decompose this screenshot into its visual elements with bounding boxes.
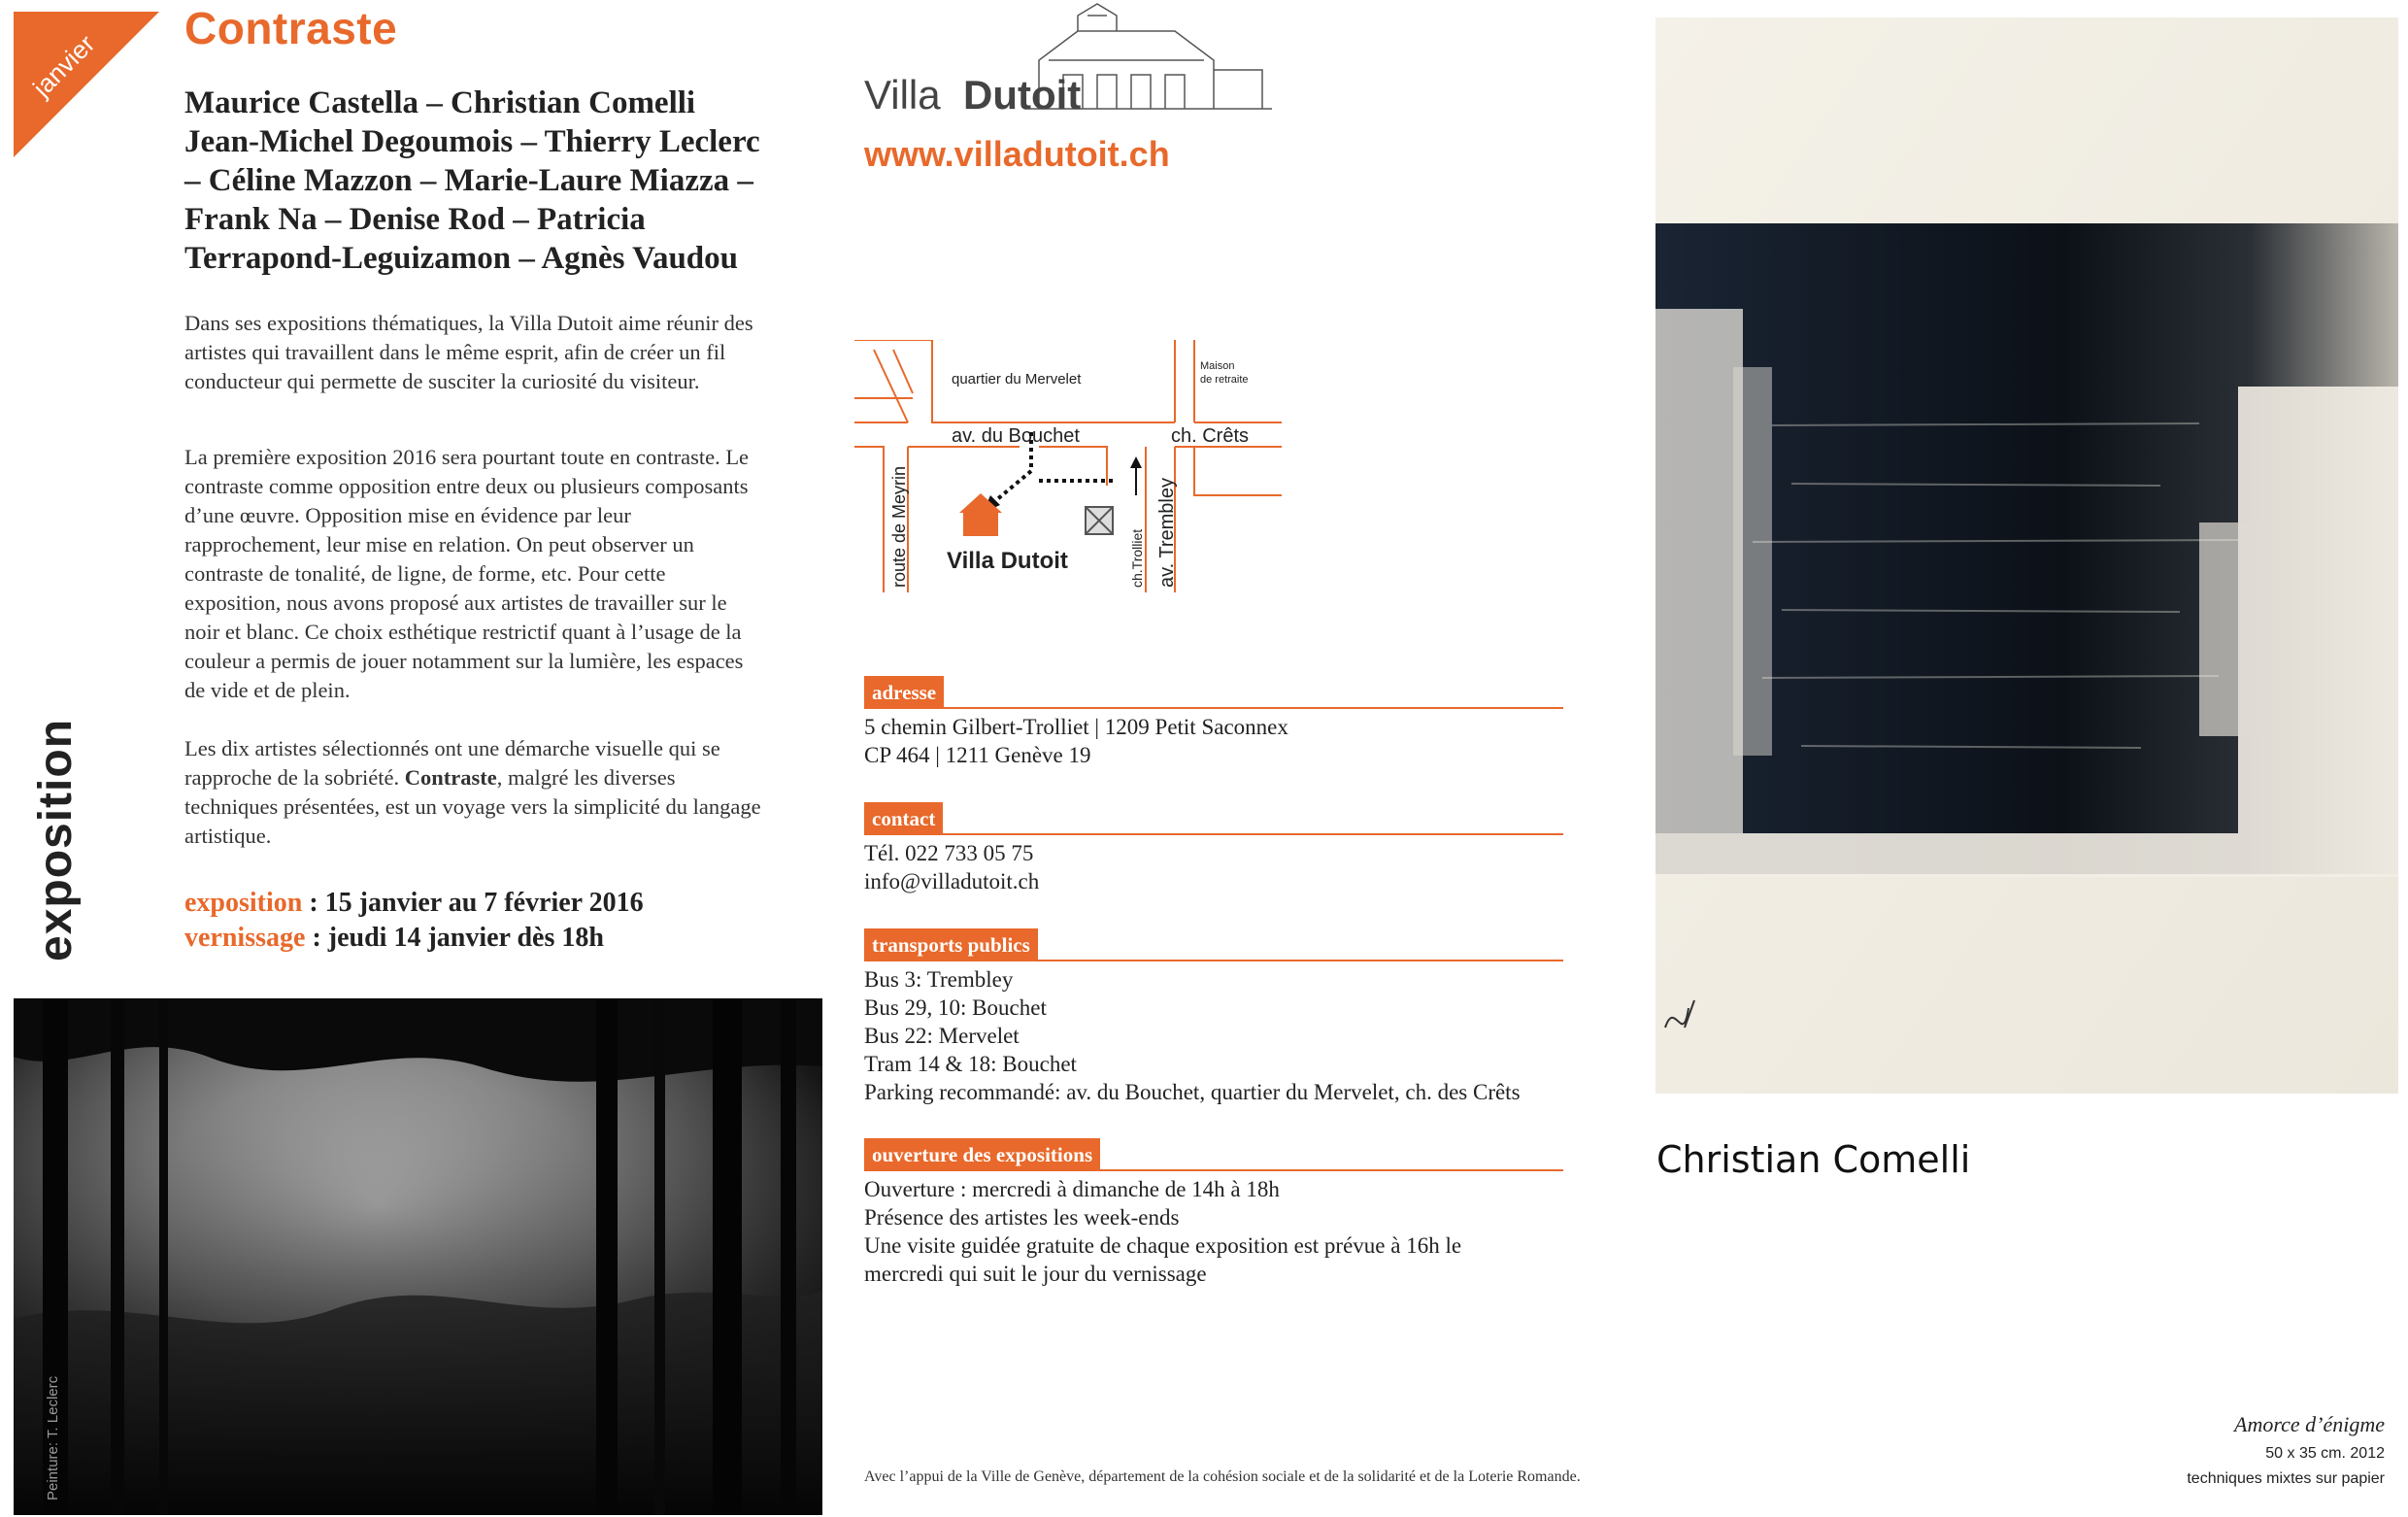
bus-stop-icon xyxy=(1086,507,1113,534)
section-divider xyxy=(864,707,1563,709)
villa-dutoit-logo xyxy=(854,2,1321,128)
section-adresse-body xyxy=(864,713,1583,769)
artwork-title: Amorce d’énigme xyxy=(2234,1412,2385,1436)
section-ouverture-header: ouverture des expositions xyxy=(864,1138,1100,1171)
phone-number: Tél. 022 733 05 75 xyxy=(864,841,1034,865)
section-divider xyxy=(864,960,1563,961)
description-paragraph: La première exposition 2016 sera pourtant toute en contraste. Le contraste comme opposition entre deux ou plusieurs composants d’une œuvre. Opposition mise en évidence par leur rapprochement, leur mise en relation. On peut observer un contraste de tonalité, de ligne, de forme, etc. Pour cette exposition, nous avons proposé aux artistes de travailler sur le noir et blanc. Ce choix esthétique restrictif quant à l’usage de la couleur a permis de jouer notamment sur la lumière, les espaces de vide et de plein. xyxy=(184,445,750,702)
section-transports-body xyxy=(864,965,1583,1106)
artist-name: Christian Comelli xyxy=(1656,1138,1971,1181)
hours-line: mercredi qui suit le jour du vernissage xyxy=(864,1262,1207,1286)
map-label-quartier: quartier du Mervelet xyxy=(952,371,1082,388)
vernissage-label: vernissage xyxy=(184,923,306,953)
section-adresse-header: adresse xyxy=(864,676,944,709)
artwork-dimensions: 50 x 35 cm. 2012 xyxy=(2265,1445,2385,1462)
transport-line: Bus 29, 10: Bouchet xyxy=(864,995,1047,1020)
exposition-date-range: : 15 janvier au 7 février 2016 xyxy=(302,888,644,918)
month-label: janvier xyxy=(26,28,101,103)
section-contact-body xyxy=(864,839,1583,895)
conclusion-text-end: , malgré les diverses techniques présentées, est un voyage vers la simplicité du langage artistique. xyxy=(184,765,761,848)
section-vertical-label: exposition xyxy=(30,718,82,961)
sponsor-note: Avec l’appui de la Ville de Genève, département de la cohésion sociale et de la solidarité et de la Loterie Romande. xyxy=(864,1468,1581,1485)
intro-paragraph: Dans ses expositions thématiques, la Villa Dutoit aime réunir des artistes qui travaillent dans le même esprit, afin de créer un fil conducteur qui permette de susciter la curiosité du visiteur. xyxy=(184,311,753,393)
transport-line: Bus 22: Mervelet xyxy=(864,1024,1020,1048)
villa-name-light: Villa xyxy=(864,72,941,118)
transport-line: Tram 14 & 18: Bouchet xyxy=(864,1052,1077,1076)
artist-list: Maurice Castella – Christian Comelli Jean-Michel Degoumois – Thierry Leclerc – Céline Mazzon – Marie-Laure Miazza –Frank Na – Denise Rod – Patricia Terrapond-Leguizamon – Agnès Vaudou xyxy=(184,85,760,276)
map-label-bouchet: av. du Bouchet xyxy=(952,425,1080,447)
exhibition-title: Contraste xyxy=(184,3,398,53)
vernissage-date: : jeudi 14 janvier dès 18h xyxy=(305,923,604,953)
artwork-image xyxy=(1656,17,2398,1094)
conclusion-emphasis: Contraste xyxy=(404,765,497,790)
transport-line: Parking recommandé: av. du Bouchet, quartier du Mervelet, ch. des Crêts xyxy=(864,1080,1521,1104)
map-label-retraite: de retraite xyxy=(1200,374,1249,386)
section-divider xyxy=(864,1169,1563,1171)
vernissage-dates xyxy=(184,923,604,954)
address-line: CP 464 | 1211 Genève 19 xyxy=(864,743,1091,767)
hours-line: Ouverture : mercredi à dimanche de 14h à 18h xyxy=(864,1177,1280,1201)
section-ouverture-body xyxy=(864,1175,1583,1288)
email-link[interactable]: info@villadutoit.ch xyxy=(864,869,1040,893)
transport-line: Bus 3: Trembley xyxy=(864,967,1014,992)
conclusion-paragraph xyxy=(184,734,767,851)
map-label-trembley: av. Trembley xyxy=(1156,478,1178,588)
map-label-villa: Villa Dutoit xyxy=(947,548,1068,574)
address-line: 5 chemin Gilbert-Trolliet | 1209 Petit Saconnex xyxy=(864,715,1288,739)
map-label-crets: ch. Crêts xyxy=(1171,425,1250,447)
forest-painting xyxy=(14,998,822,1515)
villa-name-bold: Dutoit xyxy=(963,72,1082,118)
villa-house-icon xyxy=(959,493,1002,536)
exposition-dates xyxy=(184,888,644,919)
section-divider xyxy=(864,833,1563,835)
location-map xyxy=(854,340,1282,592)
hours-line: Présence des artistes les week-ends xyxy=(864,1205,1180,1230)
section-transports-header: transports publics xyxy=(864,928,1038,961)
conclusion-text: Les dix artistes sélectionnés ont une démarche visuelle qui se rapproche de la sobriété. xyxy=(184,736,720,790)
exposition-label: exposition xyxy=(184,888,303,918)
month-ribbon xyxy=(14,12,159,157)
photo-credit: Peinture: T. Leclerc xyxy=(45,1375,61,1500)
website-link[interactable]: www.villadutoit.ch xyxy=(864,134,1170,174)
map-label-maison: Maison xyxy=(1200,360,1235,372)
map-label-meyrin: route de Meyrin xyxy=(889,465,909,588)
artwork-technique: techniques mixtes sur papier xyxy=(2187,1470,2385,1487)
map-label-trolliet: ch.Trolliet xyxy=(1129,528,1145,588)
section-contact-header: contact xyxy=(864,802,943,835)
hours-line: Une visite guidée gratuite de chaque exposition est prévue à 16h le xyxy=(864,1233,1462,1258)
